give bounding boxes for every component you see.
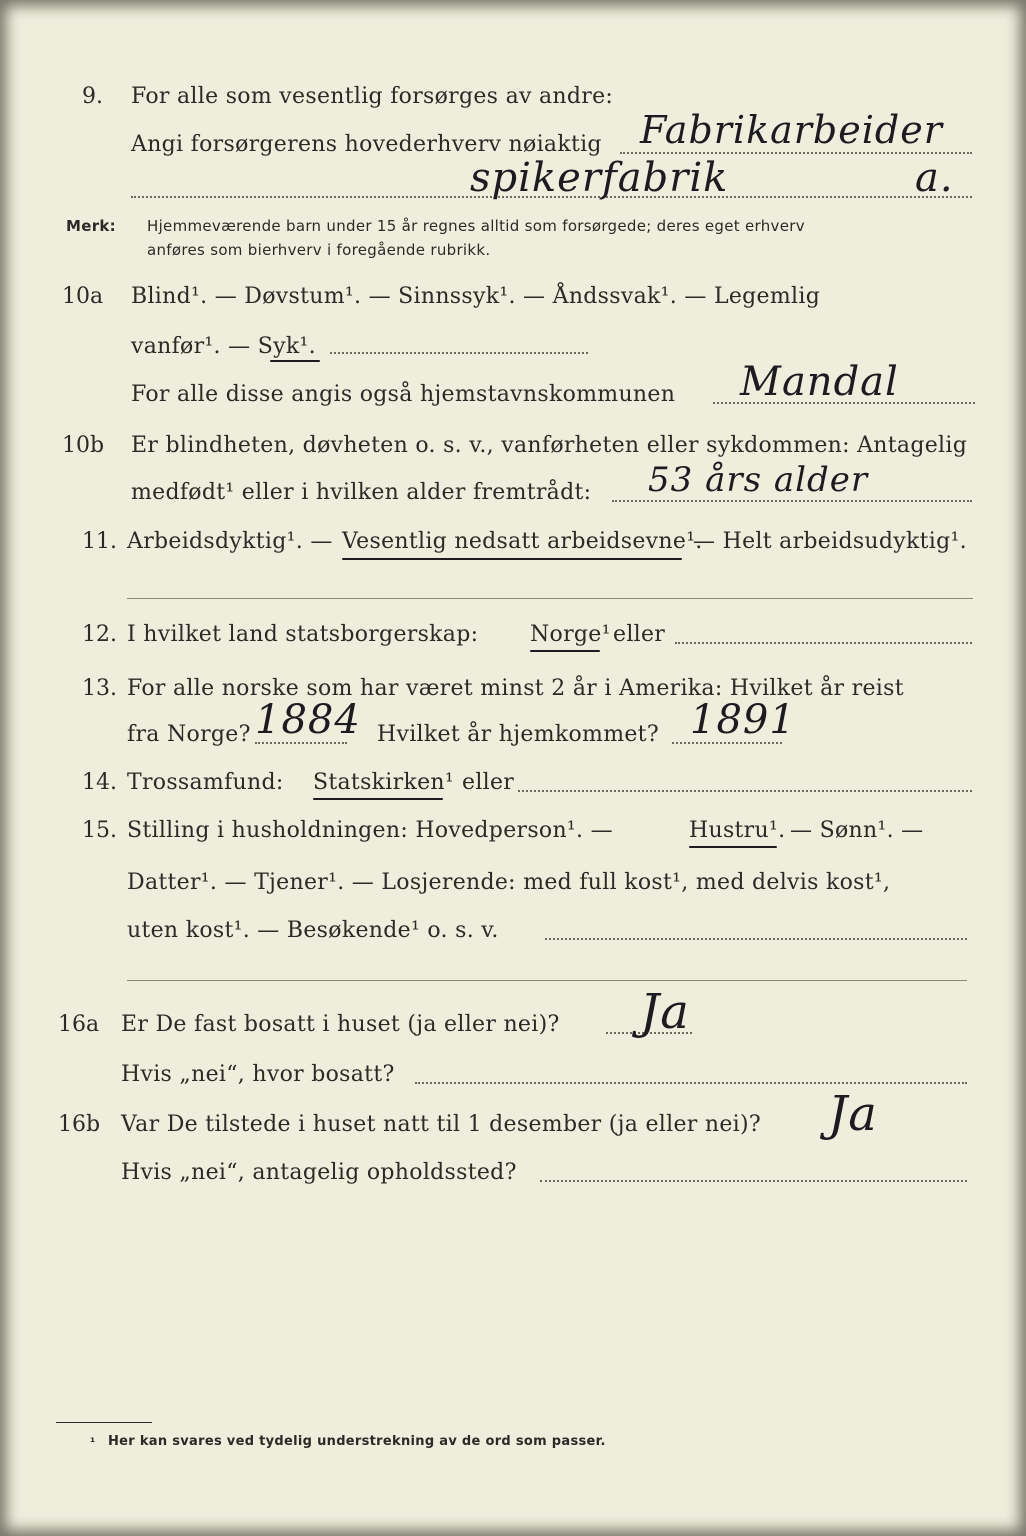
q9-answer-handwriting-2: spikerfabrik	[470, 155, 729, 201]
q16b-line2-answer-line	[540, 1180, 967, 1182]
q13-line1: For alle norske som har været minst 2 år i Amerika: Hvilket år reist	[127, 676, 904, 701]
q16b-line1: Var De tilstede i huset natt til 1 desember (ja eller nei)?	[121, 1112, 761, 1137]
merk-label: Merk:	[66, 217, 116, 235]
q13-number: 13.	[82, 676, 117, 701]
q9-question-line2: Angi forsørgerens hovederhverv nøiaktig	[131, 132, 602, 157]
q12-answer-line	[675, 642, 972, 644]
q15-line1-b: Hustru¹.	[689, 818, 786, 843]
q13-answer-b: 1891	[690, 697, 796, 743]
q10a-number: 10a	[62, 284, 104, 309]
q16b-line2: Hvis „nei“, antagelig opholdssted?	[121, 1160, 517, 1185]
q14-number: 14.	[82, 770, 117, 795]
q11-text-a: Arbeidsdyktig¹. —	[127, 529, 333, 554]
merk-line2: anføres som bierhverv i foregående rubrikk.	[147, 241, 491, 259]
q16a-line2-answer-line	[415, 1082, 967, 1084]
footnote-rule	[56, 1422, 152, 1423]
q9-answer-line1	[620, 152, 972, 154]
q10b-line2: medfødt¹ eller i hvilken alder fremtrådt:	[131, 480, 592, 505]
q10a-syk-line	[330, 352, 588, 354]
q16a-number: 16a	[58, 1012, 100, 1037]
q10a-answer-handwriting: Mandal	[740, 359, 899, 405]
q11-text-c: — Helt arbeidsudyktig¹.	[693, 529, 967, 554]
q13-line2-a: fra Norge?	[127, 722, 251, 747]
q13-answer-a-line	[255, 742, 347, 744]
q11-text-b: Vesentlig nedsatt arbeidsevne¹.	[342, 529, 703, 554]
q10b-line1: Er blindheten, døvheten o. s. v., vanførheten eller sykdommen: Antagelig	[131, 433, 968, 458]
q15-answer-line	[545, 938, 967, 940]
q16a-line2: Hvis „nei“, hvor bosatt?	[121, 1062, 395, 1087]
q9-answer-mark: a.	[915, 155, 954, 201]
q12-text-b: Norge¹	[530, 622, 611, 647]
q9-question-line1: For alle som vesentlig forsørges av andre:	[131, 84, 614, 109]
q10a-underline-syk	[270, 360, 320, 362]
q10a-line3: For alle disse angis også hjemstavnskommunen	[131, 382, 676, 407]
q11-underline	[342, 558, 682, 560]
q15-underline	[689, 846, 777, 848]
q13-answer-a: 1884	[255, 697, 361, 743]
q15-line3: uten kost¹. — Besøkende¹ o. s. v.	[127, 918, 499, 943]
q16b-answer-handwriting: Ja	[828, 1086, 878, 1142]
footnote-mark: ¹	[90, 1435, 96, 1449]
q16b-number: 16b	[58, 1112, 101, 1137]
q12-text-a: I hvilket land statsborgerskap:	[127, 622, 479, 647]
q15-line1-c: — Sønn¹. —	[790, 818, 924, 843]
q14-text-a: Trossamfund:	[127, 770, 284, 795]
merk-line1: Hjemmeværende barn under 15 år regnes alltid som forsørgede; deres eget erhverv	[147, 217, 805, 235]
q15-blank-line	[127, 980, 967, 981]
q12-number: 12.	[82, 622, 117, 647]
q11-blank-line	[127, 598, 973, 599]
q12-underline	[530, 650, 600, 652]
q9-answer-handwriting-1: Fabrikarbeider	[640, 108, 943, 152]
q14-text-c: eller	[462, 770, 515, 795]
footnote-text: Her kan svares ved tydelig understrekning av de ord som passer.	[108, 1434, 606, 1449]
q15-line2: Datter¹. — Tjener¹. — Losjerende: med full kost¹, med delvis kost¹,	[127, 870, 891, 895]
q10b-answer-handwriting: 53 års alder	[648, 460, 869, 500]
q9-number: 9.	[82, 84, 103, 109]
q14-underline	[313, 798, 443, 800]
q13-answer-b-line	[672, 742, 782, 744]
q12-text-c: eller	[613, 622, 666, 647]
q16a-answer-handwriting: Ja	[640, 984, 690, 1040]
q13-line2-b: Hvilket år hjemkommet?	[377, 722, 659, 747]
q15-number: 15.	[82, 818, 117, 843]
q15-line1-a: Stilling i husholdningen: Hovedperson¹. —	[127, 818, 613, 843]
q10b-number: 10b	[62, 433, 105, 458]
q10a-line2: vanfør¹. — Syk¹.	[131, 334, 316, 359]
q10a-line1: Blind¹. — Døvstum¹. — Sinnssyk¹. — Åndssvak¹. — Legemlig	[131, 284, 821, 309]
q14-text-b: Statskirken¹	[313, 770, 454, 795]
q11-number: 11.	[82, 529, 117, 554]
q16a-line1: Er De fast bosatt i huset (ja eller nei)?	[121, 1012, 560, 1037]
q14-answer-line	[518, 790, 972, 792]
